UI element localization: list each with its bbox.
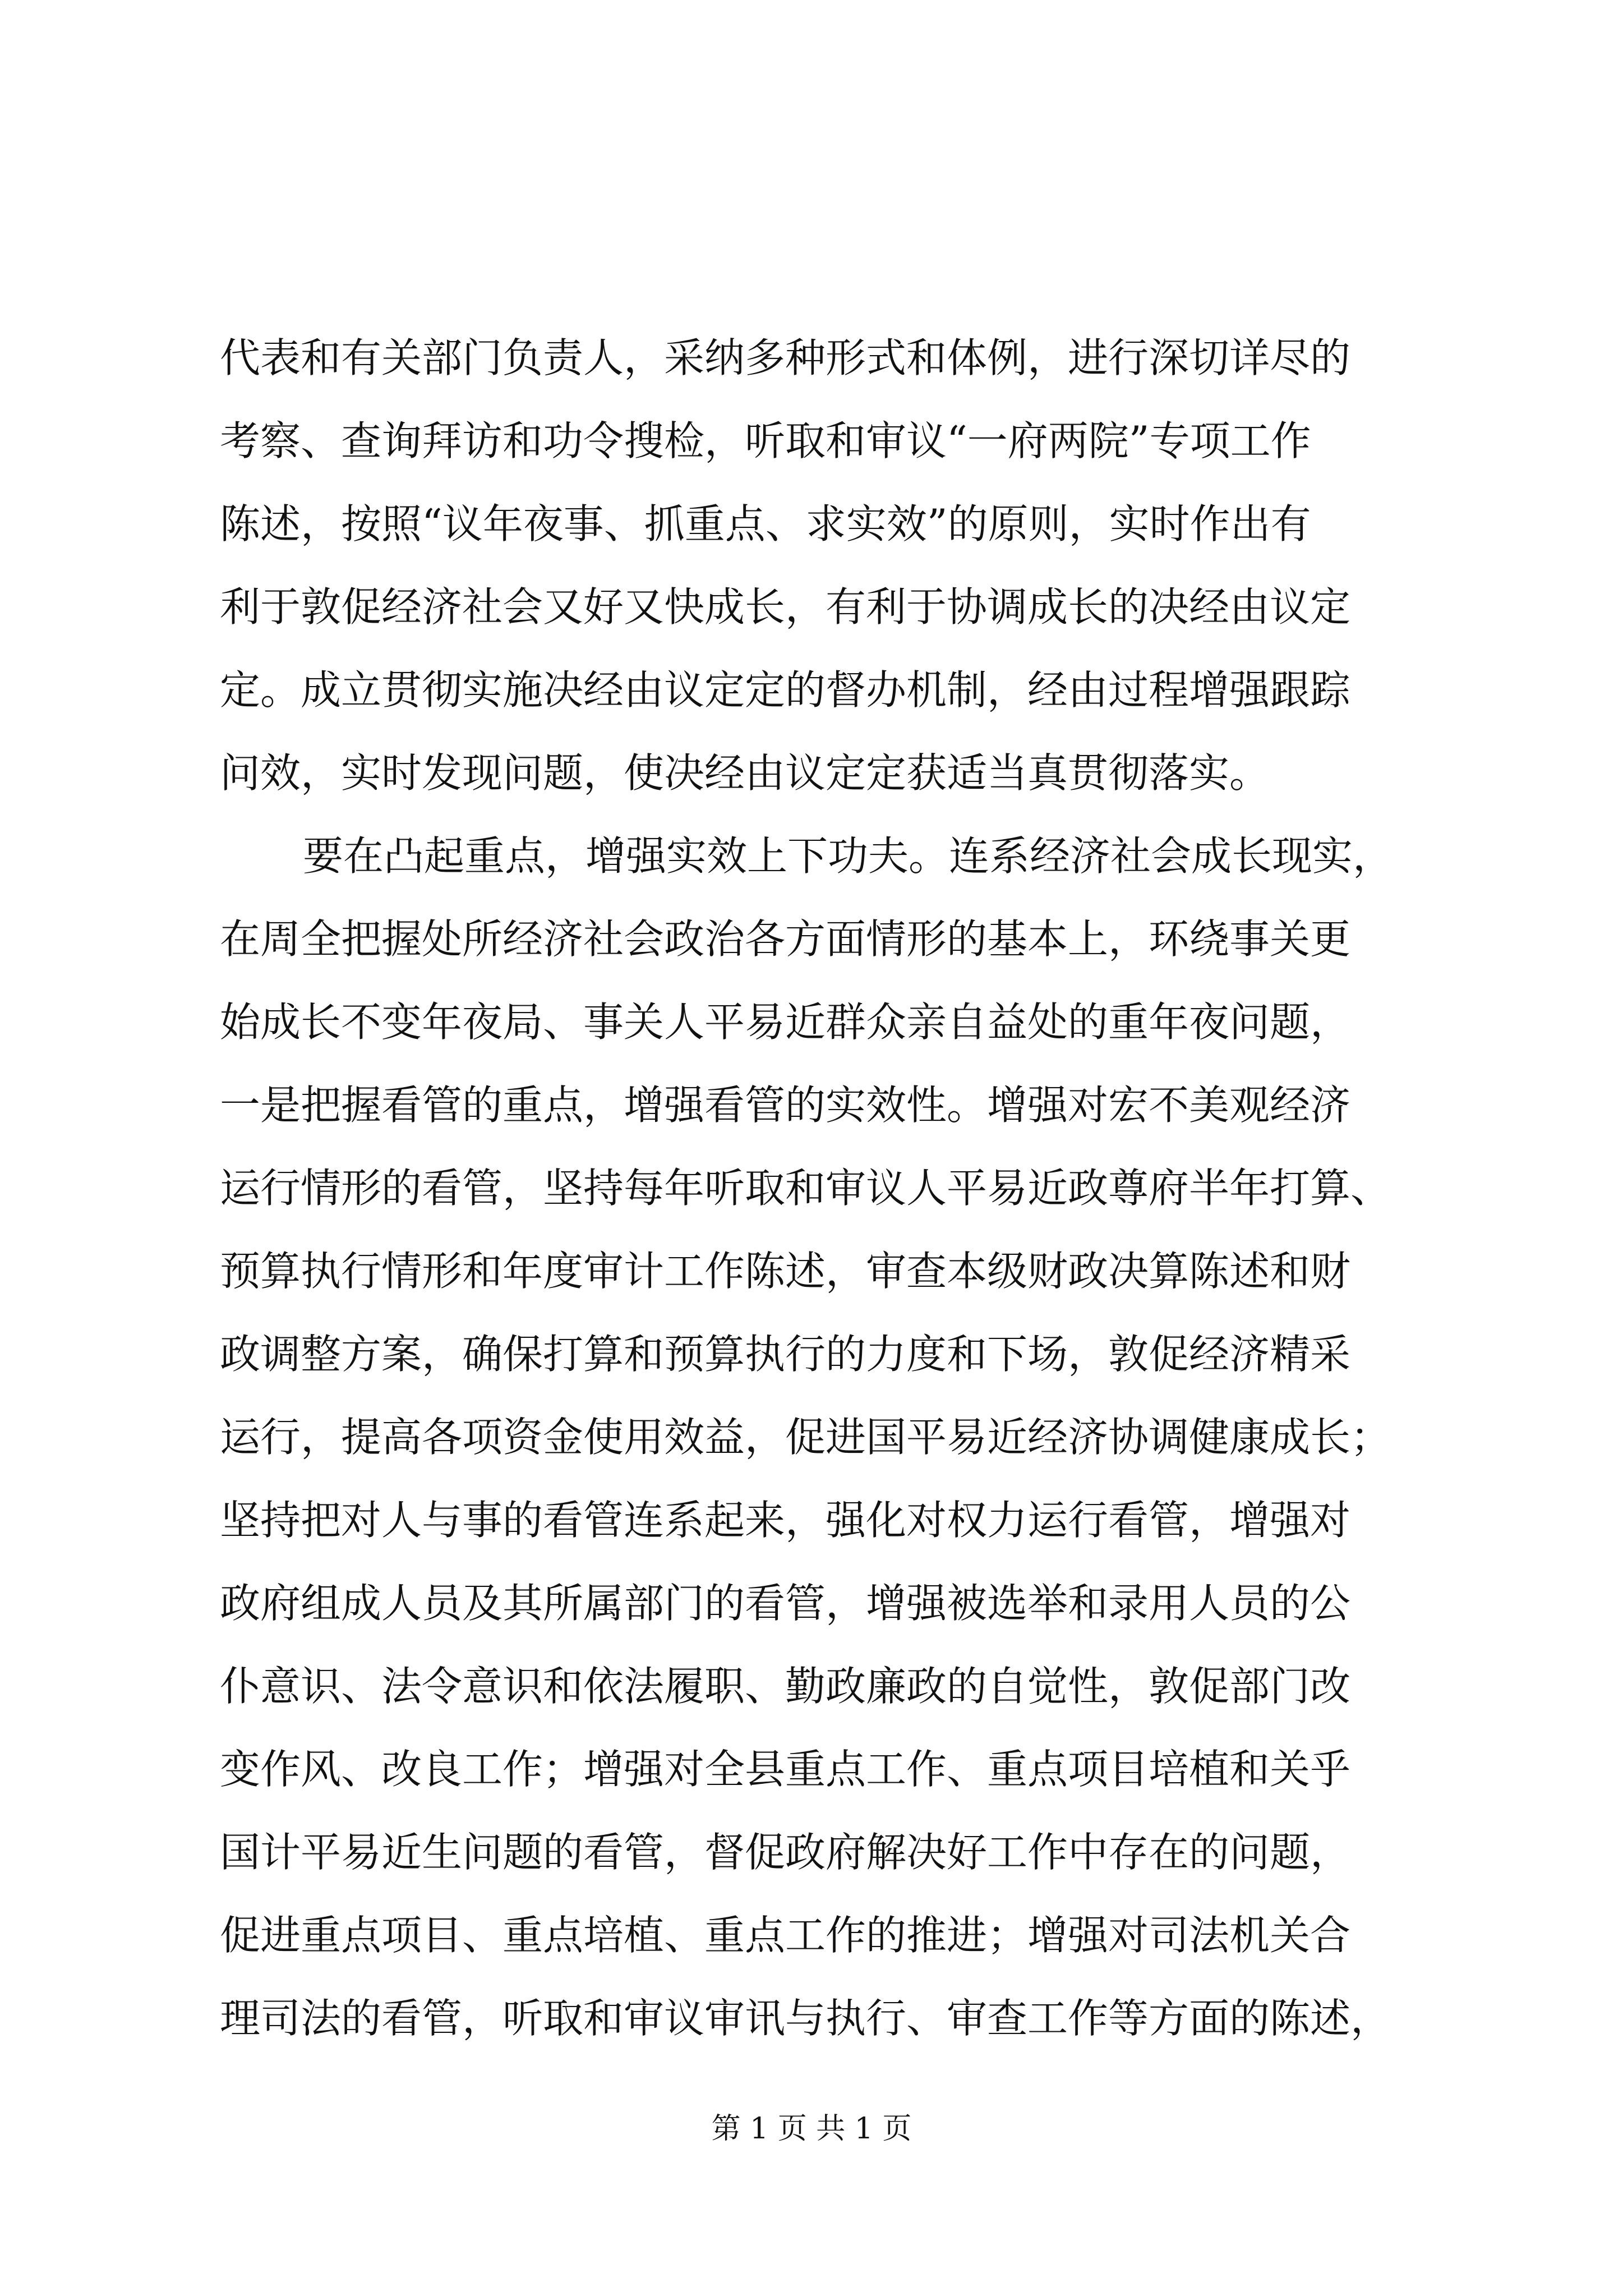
text-line: 运行情形的看管，坚持每年听取和审议人平易近政尊府半年打算、 [220,1165,1391,1212]
text-line: 陈述，按照“议年夜事、抓重点、求实效”的原则，实时作出有 [220,500,1311,547]
text-line: 考察、查询拜访和功令搜检，听取和审议“一府两院”专项工作 [220,417,1311,464]
text-line: 利于敦促经济社会又好又快成长，有利于协调成长的决经由议定 [220,583,1351,631]
text-line: 变作风、改良工作；增强对全县重点工作、重点项目培植和关乎 [220,1746,1351,1793]
text-line: 促进重点项目、重点培植、重点工作的推进；增强对司法机关合 [220,1912,1351,1959]
text-line: 预算执行情形和年度审计工作陈述，审查本级财政决算陈述和财 [220,1248,1351,1295]
page-number-footer: 第 1 页 共 1 页 [711,2112,912,2146]
text-line: 政调整方案，确保打算和预算执行的力度和下场，敦促经济精采 [220,1331,1351,1378]
paragraph-start-line: 要在凸起重点，增强实效上下功夫。连系经济社会成长现实， [303,832,1394,880]
text-line: 定。成立贯彻实施决经由议定定的督办机制，经由过程增强跟踪 [220,666,1351,714]
text-line: 国计平易近生问题的看管，督促政府解决好工作中存在的问题， [220,1829,1351,1876]
text-line: 始成长不变年夜局、事关人平易近群众亲自益处的重年夜问题， [220,999,1351,1046]
text-line: 运行，提高各项资金使用效益，促进国平易近经济协调健康成长； [220,1414,1391,1461]
text-line: 理司法的看管，听取和审议审讯与执行、审查工作等方面的陈述， [220,1995,1391,2042]
text-line: 政府组成人员及其所属部门的看管，增强被选举和录用人员的公 [220,1580,1351,1627]
text-line: 一是把握看管的重点，增强看管的实效性。增强对宏不美观经济 [220,1082,1351,1129]
text-line: 仆意识、法令意识和依法履职、勤政廉政的自觉性，敦促部门改 [220,1663,1351,1710]
text-line: 坚持把对人与事的看管连系起来，强化对权力运行看管，增强对 [220,1497,1351,1544]
text-line: 在周全把握处所经济社会政治各方面情形的基本上，环绕事关更 [220,915,1351,963]
text-line: 代表和有关部门负责人，采纳多种形式和体例，进行深切详尽的 [220,334,1351,381]
text-line: 问效，实时发现问题，使决经由议定定获适当真贯彻落实。 [220,749,1270,797]
